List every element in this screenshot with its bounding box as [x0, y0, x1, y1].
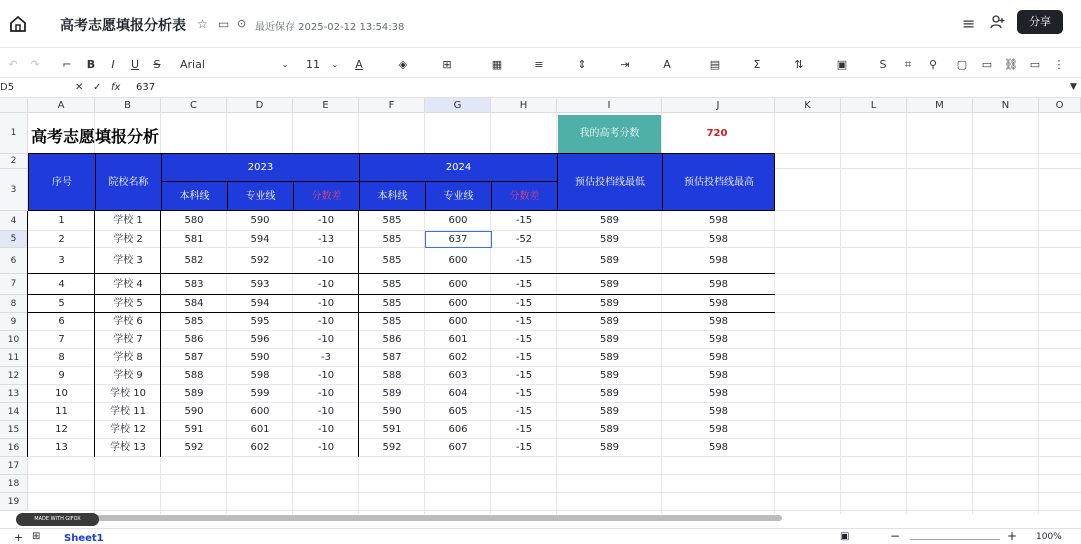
cell-school[interactable]: 学校 7 — [113, 334, 143, 345]
cell-j[interactable]: 598 — [708, 442, 729, 453]
cell-no[interactable]: 5 — [58, 298, 65, 309]
cell-g[interactable]: 606 — [448, 424, 468, 435]
cell-d[interactable]: 594 — [250, 234, 270, 245]
row-header-14[interactable]: 14 — [0, 403, 28, 421]
header-benke-2023: 本科线 — [161, 182, 227, 211]
cell-d[interactable]: 593 — [250, 279, 270, 290]
image-icon[interactable]: ▣ — [836, 58, 848, 71]
cell-h[interactable]: -15 — [515, 424, 533, 435]
cell-e[interactable]: -10 — [317, 279, 335, 290]
header-zhuanye-2023: 专业线 — [227, 182, 293, 211]
column-header-I[interactable]: I — [557, 98, 662, 113]
cell-j[interactable]: 598 — [708, 424, 729, 435]
cell-reference[interactable]: D5 — [0, 82, 15, 93]
comment-icon[interactable]: ▭ — [1029, 58, 1041, 71]
column-header-C[interactable]: C — [161, 98, 227, 113]
cell-j[interactable]: 598 — [708, 234, 729, 245]
chevron-down-icon[interactable]: ⌄ — [331, 60, 339, 69]
cell-g[interactable]: 605 — [448, 406, 468, 417]
cell-c[interactable]: 588 — [184, 370, 204, 381]
row-gridline — [28, 474, 1081, 475]
cell-g[interactable]: 607 — [448, 442, 468, 453]
top-bar — [0, 0, 1081, 48]
cell-school[interactable]: 学校 3 — [113, 255, 143, 266]
row-header-12[interactable]: 12 — [0, 367, 28, 385]
table-border — [160, 211, 161, 457]
cell-c[interactable]: 586 — [184, 334, 204, 345]
row-header-16[interactable]: 16 — [0, 439, 28, 457]
text-rotate-icon[interactable]: A — [663, 58, 671, 71]
cell-c[interactable]: 582 — [184, 255, 204, 266]
cell-e[interactable]: -10 — [317, 298, 335, 309]
cell-j[interactable]: 598 — [708, 298, 729, 309]
home-icon[interactable] — [8, 14, 28, 34]
wrap-text-icon[interactable]: ⇥ — [620, 58, 630, 71]
column-header-G[interactable]: G — [425, 98, 491, 113]
table-border — [28, 153, 775, 154]
sheet-list-icon[interactable]: ⊞ — [32, 531, 41, 542]
cell-no[interactable]: 12 — [55, 424, 68, 435]
row-header-13[interactable]: 13 — [0, 385, 28, 403]
cell-e[interactable]: -10 — [317, 388, 335, 399]
column-header-B[interactable]: B — [95, 98, 161, 113]
column-header-O[interactable]: O — [1039, 98, 1081, 113]
redo-icon[interactable]: ↷ — [30, 58, 40, 71]
row-header-4[interactable]: 4 — [0, 211, 28, 231]
cell-no[interactable]: 11 — [55, 406, 68, 417]
cell-school[interactable]: 学校 8 — [113, 352, 143, 363]
chevron-down-icon[interactable]: ⌄ — [281, 60, 289, 69]
add-user-icon[interactable] — [990, 14, 1006, 30]
cell-c[interactable]: 580 — [184, 215, 204, 226]
cell-e[interactable]: -13 — [317, 234, 335, 245]
cell-c[interactable]: 581 — [184, 234, 204, 245]
cell-c[interactable]: 591 — [184, 424, 204, 435]
my-score-value[interactable]: 720 — [706, 128, 728, 139]
star-icon[interactable]: ☆ — [197, 17, 208, 31]
field-icon[interactable]: ▭ — [981, 58, 993, 71]
column-header-E[interactable]: E — [293, 98, 359, 113]
cell-g[interactable]: 637 — [448, 234, 468, 245]
cell-h[interactable]: -15 — [515, 334, 533, 345]
toolbar — [0, 52, 1081, 78]
column-header-H[interactable]: H — [491, 98, 557, 113]
row-header-9[interactable]: 9 — [0, 313, 28, 331]
cell-j[interactable]: 598 — [708, 279, 729, 290]
column-gridline — [972, 113, 973, 514]
saved-status-icon: ⊙ — [237, 17, 247, 30]
cell-c[interactable]: 592 — [184, 442, 204, 453]
cell-e[interactable]: -3 — [321, 352, 331, 363]
cell-c[interactable]: 583 — [184, 279, 204, 290]
cell-g[interactable]: 604 — [448, 388, 468, 399]
cell-f[interactable]: 591 — [382, 424, 402, 435]
row-header-18[interactable]: 18 — [0, 475, 28, 493]
cell-i[interactable]: 589 — [599, 388, 620, 399]
row-gridline — [28, 492, 1081, 493]
cell-f[interactable]: 588 — [382, 370, 402, 381]
cell-school[interactable]: 学校 5 — [113, 298, 143, 309]
fill-color-icon[interactable]: ◈ — [398, 58, 408, 71]
horizontal-scrollbar[interactable] — [30, 515, 782, 521]
cancel-icon[interactable]: ✕ — [75, 82, 84, 93]
cell-e[interactable]: -10 — [317, 255, 335, 266]
table-border — [28, 294, 775, 295]
cell-j[interactable]: 598 — [708, 388, 729, 399]
cell-i[interactable]: 589 — [599, 215, 620, 226]
formula-input[interactable]: 637 — [136, 82, 156, 93]
column-gridline — [906, 113, 907, 514]
cell-school[interactable]: 学校 12 — [110, 424, 146, 435]
corner-cell[interactable] — [0, 98, 28, 113]
cell-d[interactable]: 590 — [250, 215, 270, 226]
cell-h[interactable]: -15 — [515, 406, 533, 417]
cell-f[interactable]: 586 — [382, 334, 402, 345]
cell-d[interactable]: 599 — [250, 388, 270, 399]
cell-school[interactable]: 学校 4 — [113, 279, 143, 290]
sheet-title: 高考志愿填报分析 — [31, 127, 160, 146]
cell-school[interactable]: 学校 13 — [110, 442, 146, 453]
cell-d[interactable]: 598 — [250, 370, 270, 381]
cell-j[interactable]: 598 — [708, 406, 729, 417]
cell-g[interactable]: 600 — [448, 298, 468, 309]
cell-h[interactable]: -52 — [515, 234, 533, 245]
cell-e[interactable]: -10 — [317, 215, 335, 226]
merge-cells-icon[interactable]: ▦ — [491, 58, 503, 71]
cell-d[interactable]: 596 — [250, 334, 270, 345]
zoom-out-icon[interactable]: − — [890, 529, 901, 543]
cell-no[interactable]: 2 — [58, 234, 65, 245]
header-2024: 2024 — [359, 154, 557, 182]
cell-i[interactable]: 589 — [599, 406, 620, 417]
cell-j[interactable]: 598 — [708, 215, 729, 226]
menu-icon[interactable]: ≡ — [962, 14, 976, 33]
cell-i[interactable]: 589 — [599, 370, 620, 381]
italic-icon[interactable]: I — [111, 58, 115, 71]
cell-school[interactable]: 学校 9 — [113, 370, 143, 381]
cell-i[interactable]: 589 — [599, 279, 620, 290]
cell-c[interactable]: 584 — [184, 298, 204, 309]
cell-g[interactable]: 603 — [448, 370, 468, 381]
column-header-M[interactable]: M — [907, 98, 973, 113]
cell-d[interactable]: 592 — [250, 255, 270, 266]
cell-school[interactable]: 学校 1 — [113, 215, 143, 226]
style-icon[interactable]: S — [879, 58, 887, 71]
cell-c[interactable]: 587 — [184, 352, 204, 363]
cell-f[interactable]: 587 — [382, 352, 402, 363]
column-header-A[interactable]: A — [28, 98, 95, 113]
chart-icon[interactable]: ⌗ — [904, 58, 912, 71]
cell-h[interactable]: -15 — [515, 352, 533, 363]
cell-j[interactable]: 598 — [708, 334, 729, 345]
row-header-1[interactable]: 1 — [0, 113, 28, 154]
font-color-icon[interactable]: A — [355, 58, 363, 71]
bold-icon[interactable]: B — [86, 58, 96, 71]
row-header-17[interactable]: 17 — [0, 457, 28, 475]
selected-cell[interactable] — [425, 231, 492, 248]
cell-d[interactable]: 594 — [250, 298, 270, 309]
confirm-icon[interactable]: ✓ — [93, 82, 102, 93]
row-header-7[interactable]: 7 — [0, 274, 28, 295]
table-border — [28, 273, 775, 274]
column-header-L[interactable]: L — [841, 98, 907, 113]
cell-h[interactable]: -15 — [515, 316, 533, 327]
sort-icon[interactable]: ⇅ — [794, 58, 804, 71]
cell-no[interactable]: 3 — [58, 255, 65, 266]
row-header-5[interactable]: 5 — [0, 231, 28, 248]
cell-d[interactable]: 602 — [250, 442, 270, 453]
folder-icon[interactable]: ▭ — [218, 17, 230, 31]
save-status: 最近保存 2025-02-12 13:54:38 — [255, 22, 405, 33]
table-icon[interactable]: ▤ — [709, 58, 721, 71]
underline-icon[interactable]: U — [130, 58, 140, 71]
cell-h[interactable]: -15 — [515, 298, 533, 309]
formula-bar — [0, 79, 1081, 98]
column-header-J[interactable]: J — [662, 98, 775, 113]
cell-i[interactable]: 589 — [599, 352, 620, 363]
cell-no[interactable]: 10 — [55, 388, 68, 399]
cell-d[interactable]: 600 — [250, 406, 270, 417]
row-header-2[interactable]: 2 — [0, 154, 28, 169]
cell-c[interactable]: 589 — [184, 388, 204, 399]
row-header-3[interactable]: 3 — [0, 169, 28, 211]
align-icon[interactable]: ≡ — [534, 58, 544, 71]
cell-no[interactable]: 6 — [58, 316, 65, 327]
chevron-down-icon[interactable]: ▼ — [1070, 82, 1077, 92]
cell-i[interactable]: 589 — [599, 316, 620, 327]
gifox-badge: MADE WITH GIFOX — [16, 513, 99, 526]
cell-e[interactable]: -10 — [317, 370, 335, 381]
row-gridline — [28, 510, 1081, 511]
cell-f[interactable]: 585 — [382, 279, 402, 290]
column-gridline — [840, 113, 841, 514]
zoom-slider[interactable] — [910, 539, 1000, 540]
cell-e[interactable]: -10 — [317, 406, 335, 417]
font-family-select[interactable]: Arial — [180, 58, 205, 71]
undo-icon[interactable]: ↶ — [8, 58, 18, 71]
cell-f[interactable]: 590 — [382, 406, 402, 417]
format-painter-icon[interactable]: ⌐ — [62, 58, 72, 71]
column-header-N[interactable]: N — [973, 98, 1039, 113]
cell-i[interactable]: 589 — [599, 424, 620, 435]
cell-no[interactable]: 1 — [58, 215, 65, 226]
link-icon[interactable]: ⛓ — [1004, 58, 1018, 71]
cell-j[interactable]: 598 — [708, 316, 729, 327]
border-icon[interactable]: ⊞ — [442, 58, 452, 71]
row-header-19[interactable]: 19 — [0, 493, 28, 511]
table-border — [94, 211, 95, 457]
cell-e[interactable]: -10 — [317, 334, 335, 345]
header-zhuanye-2024: 专业线 — [425, 182, 491, 211]
share-button[interactable]: 分享 — [1017, 10, 1063, 34]
cell-h[interactable]: -15 — [515, 442, 533, 453]
document-title[interactable]: 高考志愿填报分析表 — [60, 18, 186, 34]
cell-g[interactable]: 600 — [448, 255, 468, 266]
zoom-level[interactable]: 100% — [1036, 532, 1062, 542]
table-border — [28, 312, 775, 313]
cell-h[interactable]: -15 — [515, 370, 533, 381]
header-2023: 2023 — [161, 154, 359, 182]
cell-d[interactable]: 590 — [250, 352, 270, 363]
footer-bar — [0, 528, 1081, 544]
cell-h[interactable]: -15 — [515, 279, 533, 290]
cell-school[interactable]: 学校 2 — [113, 234, 143, 245]
cell-i[interactable]: 589 — [599, 234, 620, 245]
cell-c[interactable]: 590 — [184, 406, 204, 417]
column-header-D[interactable]: D — [227, 98, 293, 113]
cell-j[interactable]: 598 — [708, 370, 729, 381]
sheet-tab[interactable]: Sheet1 — [64, 533, 104, 544]
table-border — [774, 154, 775, 211]
more-icon[interactable]: ⋮ — [1053, 58, 1065, 71]
cell-f[interactable]: 585 — [382, 298, 402, 309]
cell-g[interactable]: 600 — [448, 215, 468, 226]
cell-e[interactable]: -10 — [317, 442, 335, 453]
column-header-K[interactable]: K — [775, 98, 841, 113]
fx-label: fx — [111, 82, 121, 93]
header-fencha-2024: 分数差 — [491, 182, 557, 211]
table-border — [27, 211, 28, 457]
cell-g[interactable]: 600 — [448, 316, 468, 327]
cell-no[interactable]: 9 — [58, 370, 65, 381]
cell-no[interactable]: 13 — [55, 442, 68, 453]
sum-icon[interactable]: Σ — [753, 58, 761, 71]
cell-school[interactable]: 学校 10 — [110, 388, 146, 399]
cell-f[interactable]: 585 — [382, 234, 402, 245]
header-benke-2024: 本科线 — [359, 182, 425, 211]
cell-d[interactable]: 601 — [250, 424, 270, 435]
strikethrough-icon[interactable]: S — [153, 58, 161, 71]
zoom-in-icon[interactable]: + — [1007, 529, 1018, 543]
cell-no[interactable]: 7 — [58, 334, 65, 345]
row-header-6[interactable]: 6 — [0, 248, 28, 274]
cell-g[interactable]: 600 — [448, 279, 468, 290]
column-header-F[interactable]: F — [359, 98, 425, 113]
table-border — [358, 211, 359, 457]
cell-h[interactable]: -15 — [515, 388, 533, 399]
pin-icon[interactable]: ⚲ — [928, 58, 938, 71]
header-est-min: 预估投档线最低 — [557, 154, 662, 211]
cell-e[interactable]: -10 — [317, 424, 335, 435]
header-school: 院校名称 — [95, 154, 161, 211]
row-header-11[interactable]: 11 — [0, 349, 28, 367]
cell-i[interactable]: 589 — [599, 255, 620, 266]
cell-school[interactable]: 学校 11 — [110, 406, 146, 417]
cell-no[interactable]: 8 — [58, 352, 65, 363]
column-gridline — [1038, 113, 1039, 514]
cell-i[interactable]: 589 — [599, 298, 620, 309]
row-header-10[interactable]: 10 — [0, 331, 28, 349]
view-icon[interactable]: ▣ — [840, 531, 850, 542]
cell-d[interactable]: 595 — [250, 316, 270, 327]
cell-h[interactable]: -15 — [515, 215, 533, 226]
header-no: 序号 — [28, 154, 95, 211]
cell-f[interactable]: 585 — [382, 316, 402, 327]
cell-j[interactable]: 598 — [708, 255, 729, 266]
font-size-select[interactable]: 11 — [306, 58, 320, 71]
cell-f[interactable]: 589 — [382, 388, 402, 399]
row-header-8[interactable]: 8 — [0, 295, 28, 313]
cell-g[interactable]: 601 — [448, 334, 468, 345]
cell-school[interactable]: 学校 6 — [113, 316, 143, 327]
my-score-label: 我的高考分数 — [558, 115, 661, 153]
cell-g[interactable]: 602 — [448, 352, 468, 363]
cell-i[interactable]: 589 — [599, 442, 620, 453]
cell-j[interactable]: 598 — [708, 352, 729, 363]
cell-f[interactable]: 585 — [382, 255, 402, 266]
cell-c[interactable]: 585 — [184, 316, 204, 327]
cell-i[interactable]: 589 — [599, 334, 620, 345]
cell-f[interactable]: 585 — [382, 215, 402, 226]
cell-h[interactable]: -15 — [515, 255, 533, 266]
row-header-15[interactable]: 15 — [0, 421, 28, 439]
vertical-align-icon[interactable]: ⇕ — [577, 58, 587, 71]
cell-f[interactable]: 592 — [382, 442, 402, 453]
cell-no[interactable]: 4 — [58, 279, 65, 290]
header-fencha-2023: 分数差 — [293, 182, 359, 211]
cell-e[interactable]: -10 — [317, 316, 335, 327]
header-est-max: 预估投档线最高 — [662, 154, 775, 211]
spreadsheet-grid[interactable] — [0, 98, 1081, 514]
add-sheet-icon[interactable]: + — [14, 531, 24, 544]
save-icon[interactable]: ▢ — [956, 58, 968, 71]
